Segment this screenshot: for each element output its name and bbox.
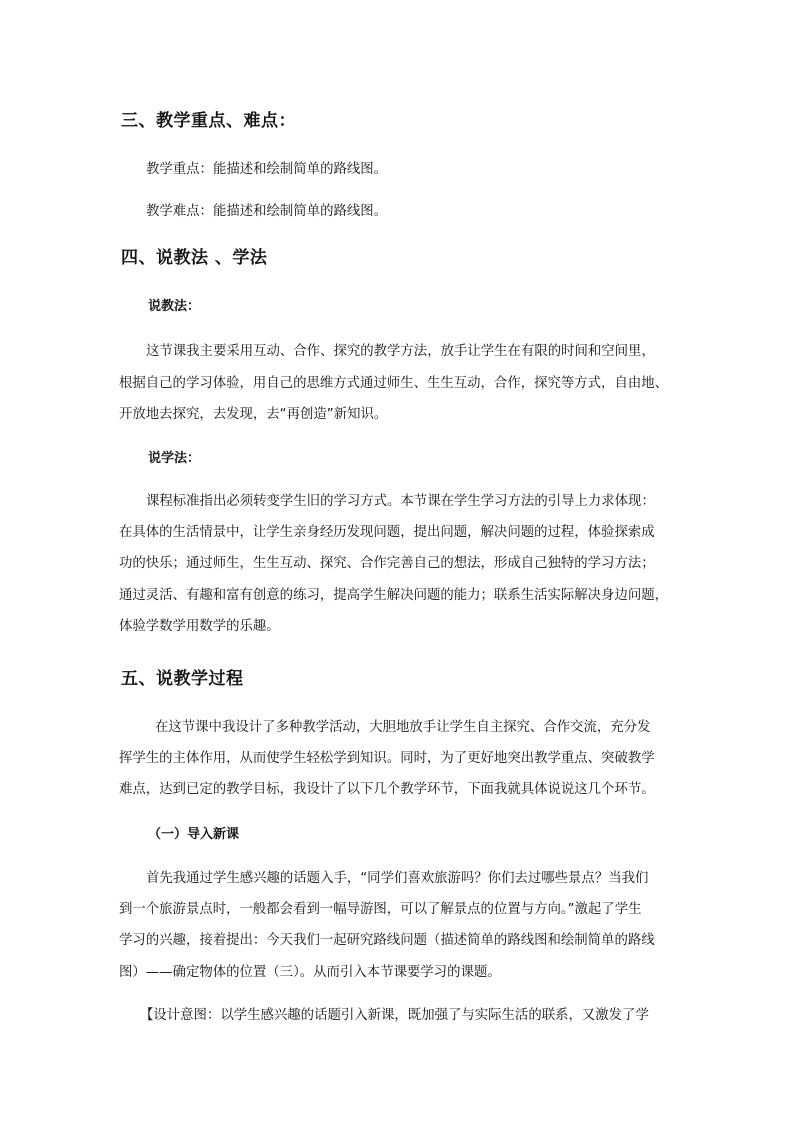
- paragraph-line: 挥学生的主体作用，从而使学生轻松学到知识。同时，为了更好地突出教学重点、突破教学: [119, 751, 655, 766]
- difficult-point-text: 教学难点：能描述和绘制简单的路线图。: [146, 204, 388, 219]
- paragraph-line: 首先我通过学生感兴趣的话题入手，“同学们喜欢旅游吗？你们去过哪些景点？当我们: [146, 871, 649, 886]
- paragraph-line: 在这节课中我设计了多种教学活动，大胆地放手让学生自主探究、合作交流，充分发: [155, 720, 651, 735]
- section-heading-3: 三、教学重点、难点：: [121, 111, 296, 131]
- learning-method-title: 说学法：: [148, 451, 201, 466]
- paragraph-line: 图）——确定物体的位置（三）。从而引入本节课要学习的课题。: [119, 965, 501, 980]
- paragraph-line: 学习的兴趣，接着提出：今天我们一起研究路线问题（描述简单的路线图和绘制简单的路线: [119, 933, 655, 948]
- paragraph-line: 这节课我主要采用互动、合作、探究的教学方法，放手让学生在有限的时间和空间里，: [146, 344, 655, 359]
- paragraph-line: 到一个旅游景点时，一般都会看到一幅导游图，可以了解景点的位置与方向。”激起了学生: [119, 902, 642, 917]
- section-heading-5: 五、说教学过程: [121, 669, 244, 689]
- paragraph-line: 功的快乐；通过师生，生生互动、探究、合作完善自己的想法，形成自己独特的学习方法；: [119, 556, 655, 571]
- paragraph-line: 体验学数学用数学的乐趣。: [119, 619, 280, 634]
- section-heading-4: 四、说教法 、学法: [121, 248, 268, 268]
- teaching-method-title: 说教法：: [148, 299, 201, 314]
- paragraph-line: 课程标准指出必须转变学生旧的学习方式。本节课在学生学习方法的引导上力求体现：: [146, 494, 655, 509]
- part-1-title: （一）导入新课: [148, 827, 240, 842]
- paragraph-line: 根据自己的学习体验，用自己的思维方式通过师生、生生互动，合作，探究等方式，自由地、: [119, 376, 669, 391]
- paragraph-line: 在具体的生活情景中，让学生亲身经历发现问题，提出问题，解决问题的过程，体验探索成: [119, 525, 655, 540]
- paragraph-line: 开放地去探究，去发现，去“再创造”新知识。: [119, 407, 388, 422]
- key-point-text: 教学重点：能描述和绘制简单的路线图。: [146, 162, 388, 177]
- paragraph-line: 通过灵活、有趣和富有创意的练习，提高学生解决问题的能力；联系生活实际解决身边问题，: [119, 588, 669, 603]
- paragraph-line: 难点，达到已定的教学目标，我设计了以下几个教学环节，下面我就具体说说这几个环节。: [119, 782, 655, 797]
- design-intent-text: 【设计意图：以学生感兴趣的话题引入新课，既加强了与实际生活的联系，又激发了学: [140, 1008, 649, 1023]
